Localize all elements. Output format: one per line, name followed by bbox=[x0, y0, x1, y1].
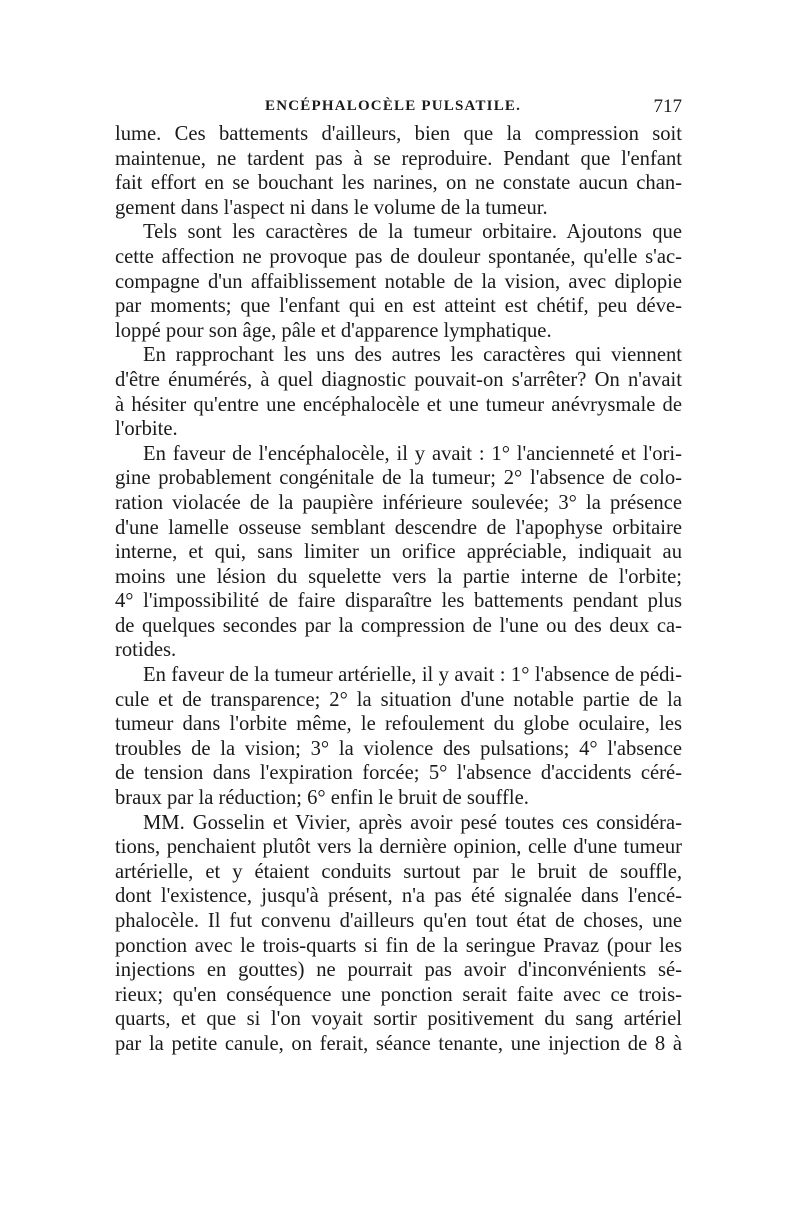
text-line: rotides. bbox=[115, 639, 177, 662]
text-line: Tels sont les caractères de la tumeur orbitaire. Ajoutons que bbox=[143, 221, 682, 244]
body-text bbox=[115, 122, 682, 1057]
text-line: ration violacée de la paupière inférieure soulevée; 3° la présence bbox=[115, 491, 682, 514]
text-line: interne, et qui, sans limiter un orifice appréciable, indiquait au bbox=[115, 541, 682, 564]
text-line: de quelques secondes par la compression de l'une ou des deux ca- bbox=[115, 614, 682, 637]
text-line: d'une lamelle osseuse semblant descendre de l'apophyse orbitaire bbox=[115, 516, 682, 539]
text-line: de tension dans l'expiration forcée; 5° l'absence d'accidents céré- bbox=[115, 762, 682, 785]
text-line: 4° l'impossibilité de faire disparaître les battements pendant plus bbox=[115, 590, 682, 613]
text-line: phalocèle. Il fut convenu d'ailleurs qu'en tout état de choses, une bbox=[115, 910, 682, 932]
text-line: troubles de la vision; 3° la violence des pulsations; 4° l'absence bbox=[115, 737, 682, 760]
text-line: tumeur dans l'orbite même, le refoulement du globe oculaire, les bbox=[115, 713, 682, 736]
text-line: fait effort en se bouchant les narines, on ne constate aucun chan- bbox=[115, 172, 682, 195]
text-line: En faveur de l'encéphalocèle, il y avait : 1° l'ancienneté et l'ori- bbox=[143, 442, 682, 465]
text-line: l'orbite. bbox=[115, 418, 178, 441]
text-line: moins une lésion du squelette vers la partie interne de l'orbite; bbox=[115, 565, 682, 588]
text-line: En faveur de la tumeur artérielle, il y avait : 1° l'absence de pédi- bbox=[143, 664, 682, 687]
text-line: braux par la réduction; 6° enfin le bruit de souffle. bbox=[115, 787, 529, 810]
text-line: à hésiter qu'entre une encéphalocèle et une tumeur anévrysmale de bbox=[115, 393, 682, 416]
text-line: par moments; que l'enfant qui en est atteint est chétif, peu déve- bbox=[115, 295, 682, 318]
text-line: ponction avec le trois-quarts si fin de la seringue Pravaz (pour les bbox=[115, 934, 682, 957]
text-line: gine probablement congénitale de la tumeur; 2° l'absence de colo- bbox=[115, 467, 682, 490]
text-line: dont l'existence, jusqu'à présent, n'a pas été signalée dans l'encé- bbox=[115, 885, 682, 908]
text-line: tions, penchaient plutôt vers la dernière opinion, celle d'une tumeur bbox=[115, 836, 682, 859]
text-line: quarts, et que si l'on voyait sortir positivement du sang artériel bbox=[115, 1008, 682, 1031]
running-head bbox=[115, 96, 682, 122]
text-line: d'être énumérés, à quel diagnostic pouvait-on s'arrêter? On n'avait bbox=[115, 368, 682, 391]
text-line: cette affection ne provoque pas de douleur spontanée, qu'elle s'ac- bbox=[115, 245, 682, 268]
page-number: 717 bbox=[653, 96, 682, 117]
text-line: artérielle, et y étaient conduits surtout par le bruit de souffle, bbox=[115, 860, 682, 883]
text-line: lume. Ces battements d'ailleurs, bien que la compression soit bbox=[115, 123, 682, 145]
text-line: par la petite canule, on ferait, séance tenante, une injection de 8 à bbox=[115, 1032, 682, 1055]
text-line: rieux; qu'en conséquence une ponction serait faite avec ce trois- bbox=[115, 983, 682, 1006]
running-title: ENCÉPHALOCÈLE PULSATILE. bbox=[265, 98, 522, 114]
text-line: cule et de transparence; 2° la situation d'une notable partie de la bbox=[115, 688, 682, 711]
text-line: MM. Gosselin et Vivier, après avoir pesé toutes ces considéra- bbox=[143, 811, 682, 834]
text-line: gement dans l'aspect ni dans le volume de la tumeur. bbox=[115, 196, 548, 219]
text-line: loppé pour son âge, pâle et d'apparence lymphatique. bbox=[115, 319, 552, 342]
text-line: En rapprochant les uns des autres les caractères qui viennent bbox=[143, 344, 682, 367]
text-line: maintenue, ne tardent pas à se reproduire. Pendant que l'enfant bbox=[115, 147, 682, 170]
text-line: injections en gouttes) ne pourrait pas avoir d'inconvénients sé- bbox=[115, 959, 682, 982]
text-line: compagne d'un affaiblissement notable de la vision, avec diplopie bbox=[115, 270, 682, 293]
book-page bbox=[115, 96, 682, 1057]
